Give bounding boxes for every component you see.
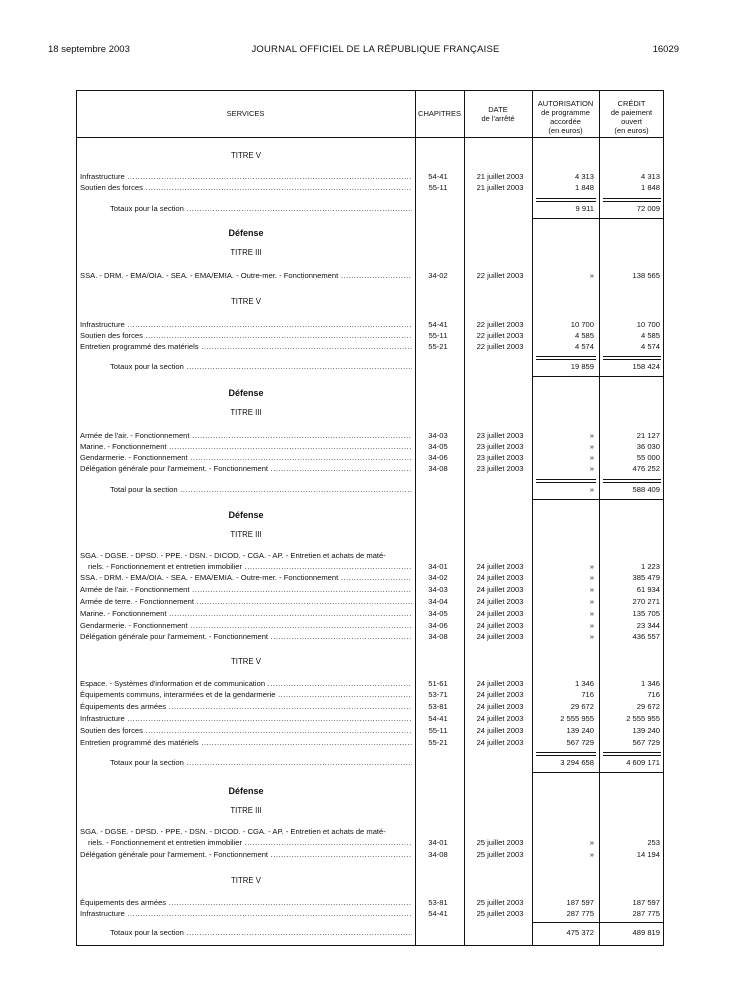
- total-bottom-rule: [532, 376, 664, 377]
- section-title: TITRE III: [230, 248, 262, 257]
- chapitre: 55-21: [428, 738, 448, 747]
- autorisation-value: 2 555 955: [560, 714, 594, 723]
- section-ministry: Défense: [228, 510, 264, 520]
- total-credit: 489 819: [632, 928, 660, 937]
- credit-value: 10 700: [636, 320, 660, 329]
- credit-value: 270 271: [632, 597, 660, 606]
- credit-value: 436 557: [632, 632, 660, 641]
- service-label-continued: riels. - Fonctionnement et entretien immobilier .....: [88, 838, 412, 848]
- arrete-date: 25 juillet 2003: [476, 909, 524, 918]
- arrete-date: 21 juillet 2003: [476, 172, 524, 181]
- chapitre: 34-06: [428, 621, 448, 630]
- autorisation-value: 1 848: [574, 183, 594, 192]
- service-label: Délégation générale pour l'armement. - Fonctionnement .....: [80, 464, 412, 474]
- autorisation-value: 1 346: [574, 679, 594, 688]
- col-header-cred-l4: (en euros): [614, 126, 649, 135]
- col-header-cred-l1: CRÉDIT: [617, 99, 646, 108]
- chapitre: 53-81: [428, 702, 448, 711]
- service-label: Gendarmerie. - Fonctionnement .....: [80, 621, 412, 631]
- arrete-date: 23 juillet 2003: [476, 464, 524, 473]
- total-autorisation: 3 294 658: [560, 758, 594, 767]
- autorisation-value: 139 240: [566, 726, 594, 735]
- total-autorisation: 9 911: [575, 204, 594, 213]
- total-rule: [536, 479, 596, 483]
- credit-value: 187 597: [632, 898, 660, 907]
- chapitre: 54-41: [428, 320, 448, 329]
- arrete-date: 24 juillet 2003: [476, 714, 524, 723]
- chapitre: 51-61: [428, 679, 448, 688]
- service-label: Soutien des forces .....: [80, 726, 412, 736]
- arrete-date: 25 juillet 2003: [476, 850, 524, 859]
- service-label: Entretien programmé des matériels .....: [80, 342, 412, 352]
- arrete-date: 22 juillet 2003: [476, 342, 524, 351]
- service-label: Armée de terre. - Fonctionnement .....: [80, 597, 412, 607]
- credit-value: 1 848: [640, 183, 660, 192]
- autorisation-value: 4 585: [574, 331, 594, 340]
- credit-value: 1 223: [640, 562, 660, 571]
- autorisation-value: »: [589, 632, 594, 641]
- service-label: Armée de l'air. - Fonctionnement .....: [80, 585, 412, 595]
- service-label: Équipements des armées .....: [80, 898, 412, 908]
- arrete-date: 24 juillet 2003: [476, 702, 524, 711]
- section-title: TITRE III: [230, 806, 262, 815]
- service-label: Marine. - Fonctionnement .....: [80, 609, 412, 619]
- section-title: TITRE V: [231, 151, 261, 160]
- chapitre: 34-02: [428, 271, 448, 280]
- total-rule: [603, 479, 661, 483]
- section-title: TITRE V: [231, 876, 261, 885]
- section-ministry: Défense: [228, 228, 264, 238]
- credit-value: 36 030: [636, 442, 660, 451]
- section-ministry: Défense: [228, 786, 264, 796]
- service-label: Infrastructure .....: [80, 320, 412, 330]
- page-number: 16029: [652, 44, 679, 55]
- credit-value: 21 127: [636, 431, 660, 440]
- chapitre: 53-71: [428, 690, 448, 699]
- service-label: Armée de l'air. - Fonctionnement .....: [80, 431, 412, 441]
- autorisation-value: 4 574: [574, 342, 594, 351]
- arrete-date: 23 juillet 2003: [476, 453, 524, 462]
- credit-value: 476 252: [632, 464, 660, 473]
- total-bottom-rule: [532, 772, 664, 773]
- col-header-services: SERVICES: [226, 109, 265, 118]
- arrete-date: 25 juillet 2003: [476, 838, 524, 847]
- autorisation-value: »: [589, 850, 594, 859]
- chapitre: 34-01: [428, 562, 448, 571]
- service-label: Infrastructure .....: [80, 172, 412, 182]
- service-label: Délégation générale pour l'armement. - Fonctionnement .....: [80, 632, 412, 642]
- chapitre: 53-81: [428, 898, 448, 907]
- chapitre: 34-02: [428, 573, 448, 582]
- autorisation-value: »: [589, 442, 594, 451]
- autorisation-value: »: [589, 453, 594, 462]
- total-label: Total pour la section .....: [110, 485, 412, 495]
- autorisation-value: »: [589, 838, 594, 847]
- chapitre: 34-08: [428, 632, 448, 641]
- autorisation-value: 4 313: [574, 172, 594, 181]
- service-label: Équipements communs, interarmées et de la gendarmerie .....: [80, 690, 412, 700]
- col-header-auth-l4: (en euros): [548, 126, 583, 135]
- autorisation-value: 716: [581, 690, 594, 699]
- section-title: TITRE V: [231, 297, 261, 306]
- page-header-title: JOURNAL OFFICIEL DE LA RÉPUBLIQUE FRANÇAISE: [251, 44, 500, 55]
- credit-value: 385 479: [632, 573, 660, 582]
- total-label: Totaux pour la section .....: [110, 362, 412, 372]
- service-label: Gendarmerie. - Fonctionnement .....: [80, 453, 412, 463]
- total-label: Totaux pour la section .....: [110, 928, 412, 938]
- col-header-auth-l1: AUTORISATION: [537, 99, 594, 108]
- autorisation-value: »: [589, 464, 594, 473]
- credit-value: 2 555 955: [626, 714, 660, 723]
- col-header-autorisation: [532, 99, 599, 135]
- credit-value: 253: [647, 838, 660, 847]
- chapitre: 55-11: [428, 331, 448, 340]
- service-label: SSA. - DRM. - EMA/OIA. - SEA. - EMA/EMIA. - Outre-mer. - Fonctionnement .....: [80, 271, 412, 281]
- autorisation-value: »: [589, 271, 594, 280]
- service-label: Soutien des forces .....: [80, 183, 412, 193]
- service-label: Délégation générale pour l'armement. - Fonctionnement .....: [80, 850, 412, 860]
- autorisation-value: »: [589, 609, 594, 618]
- service-label: Équipements des armées .....: [80, 702, 412, 712]
- autorisation-value: 187 597: [566, 898, 594, 907]
- arrete-date: 24 juillet 2003: [476, 609, 524, 618]
- col-header-chapitres: CHAPITRES: [418, 109, 461, 118]
- arrete-date: 21 juillet 2003: [476, 183, 524, 192]
- credit-value: 55 000: [636, 453, 660, 462]
- service-label: SSA. - DRM. - EMA/OIA. - SEA. - EMA/EMIA. - Outre-mer. - Fonctionnement .....: [80, 573, 412, 583]
- arrete-date: 22 juillet 2003: [476, 331, 524, 340]
- arrete-date: 24 juillet 2003: [476, 690, 524, 699]
- col-header-date: [464, 105, 532, 123]
- service-label: Soutien des forces .....: [80, 331, 412, 341]
- arrete-date: 24 juillet 2003: [476, 632, 524, 641]
- credit-value: 4 585: [640, 331, 660, 340]
- total-label: Totaux pour la section .....: [110, 204, 412, 214]
- autorisation-value: 10 700: [570, 320, 594, 329]
- total-rule: [603, 356, 661, 360]
- credit-value: 61 934: [636, 585, 660, 594]
- chapitre: 54-41: [428, 172, 448, 181]
- column-divider: [464, 90, 465, 946]
- col-header-date-l1: DATE: [488, 105, 508, 114]
- total-rule: [603, 752, 661, 756]
- header-rule: [76, 137, 664, 138]
- col-header-credit: [599, 99, 664, 135]
- chapitre: 34-05: [428, 609, 448, 618]
- arrete-date: 24 juillet 2003: [476, 738, 524, 747]
- arrete-date: 24 juillet 2003: [476, 585, 524, 594]
- service-label: SGA. - DGSE. - DPSD. - PPE. - DSN. - DICOD. - CGA. - AP. - Entretien et achats de maté-: [80, 827, 386, 836]
- chapitre: 55-21: [428, 342, 448, 351]
- autorisation-value: »: [589, 597, 594, 606]
- page-header-date: 18 septembre 2003: [48, 44, 130, 55]
- credit-value: 14 194: [636, 850, 660, 859]
- total-credit: 4 609 171: [626, 758, 660, 767]
- total-autorisation: 475 372: [566, 928, 594, 937]
- chapitre: 34-03: [428, 431, 448, 440]
- autorisation-value: 29 672: [570, 702, 594, 711]
- credit-value: 4 574: [640, 342, 660, 351]
- chapitre: 34-03: [428, 585, 448, 594]
- credit-value: 716: [647, 690, 660, 699]
- credit-value: 1 346: [640, 679, 660, 688]
- section-title: TITRE III: [230, 530, 262, 539]
- service-label-continued: riels. - Fonctionnement et entretien immobilier .....: [88, 562, 412, 572]
- arrete-date: 24 juillet 2003: [476, 621, 524, 630]
- autorisation-value: »: [589, 431, 594, 440]
- credit-value: 23 344: [636, 621, 660, 630]
- arrete-date: 24 juillet 2003: [476, 597, 524, 606]
- arrete-date: 24 juillet 2003: [476, 573, 524, 582]
- total-credit: 72 009: [636, 204, 660, 213]
- total-credit: 158 424: [632, 362, 660, 371]
- total-rule: [603, 198, 661, 202]
- autorisation-value: »: [589, 573, 594, 582]
- credit-value: 567 729: [632, 738, 660, 747]
- section-title: TITRE V: [231, 657, 261, 666]
- arrete-date: 25 juillet 2003: [476, 898, 524, 907]
- chapitre: 34-08: [428, 850, 448, 859]
- total-credit: 588 409: [632, 485, 660, 494]
- arrete-date: 22 juillet 2003: [476, 271, 524, 280]
- service-label: Infrastructure .....: [80, 909, 412, 919]
- chapitre: 34-08: [428, 464, 448, 473]
- autorisation-value: »: [589, 585, 594, 594]
- chapitre: 54-41: [428, 909, 448, 918]
- autorisation-value: »: [589, 562, 594, 571]
- total-autorisation: 19 859: [570, 362, 594, 371]
- credit-value: 139 240: [632, 726, 660, 735]
- chapitre: 54-41: [428, 714, 448, 723]
- credit-value: 287 775: [632, 909, 660, 918]
- col-header-date-l2: de l'arrêté: [481, 114, 515, 123]
- total-bottom-rule: [532, 218, 664, 219]
- arrete-date: 24 juillet 2003: [476, 679, 524, 688]
- total-rule: [532, 922, 664, 923]
- chapitre: 55-11: [428, 726, 448, 735]
- arrete-date: 22 juillet 2003: [476, 320, 524, 329]
- total-label: Totaux pour la section .....: [110, 758, 412, 768]
- chapitre: 34-06: [428, 453, 448, 462]
- chapitre: 55-11: [428, 183, 448, 192]
- col-header-auth-l2: de programme: [541, 108, 590, 117]
- col-header-auth-l3: accordée: [550, 117, 581, 126]
- service-label: SGA. - DGSE. - DPSD. - PPE. - DSN. - DICOD. - CGA. - AP. - Entretien et achats de maté-: [80, 551, 386, 560]
- total-rule: [536, 198, 596, 202]
- chapitre: 34-01: [428, 838, 448, 847]
- credit-value: 4 313: [640, 172, 660, 181]
- total-autorisation: »: [589, 485, 594, 494]
- service-label: Espace. - Systèmes d'information et de communication .....: [80, 679, 412, 689]
- arrete-date: 24 juillet 2003: [476, 726, 524, 735]
- service-label: Marine. - Fonctionnement .....: [80, 442, 412, 452]
- arrete-date: 24 juillet 2003: [476, 562, 524, 571]
- col-header-cred-l3: ouvert: [621, 117, 642, 126]
- credit-value: 29 672: [636, 702, 660, 711]
- service-label: Entretien programmé des matériels .....: [80, 738, 412, 748]
- autorisation-value: 287 775: [566, 909, 594, 918]
- total-rule: [536, 752, 596, 756]
- section-ministry: Défense: [228, 388, 264, 398]
- chapitre: 34-04: [428, 597, 448, 606]
- credit-value: 135 705: [632, 609, 660, 618]
- total-bottom-rule: [532, 499, 664, 500]
- chapitre: 34-05: [428, 442, 448, 451]
- autorisation-value: 567 729: [566, 738, 594, 747]
- col-header-cred-l2: de paiement: [610, 108, 653, 117]
- arrete-date: 23 juillet 2003: [476, 431, 524, 440]
- service-label: Infrastructure .....: [80, 714, 412, 724]
- section-title: TITRE III: [230, 408, 262, 417]
- total-rule: [536, 356, 596, 360]
- arrete-date: 23 juillet 2003: [476, 442, 524, 451]
- autorisation-value: »: [589, 621, 594, 630]
- credit-value: 138 565: [632, 271, 660, 280]
